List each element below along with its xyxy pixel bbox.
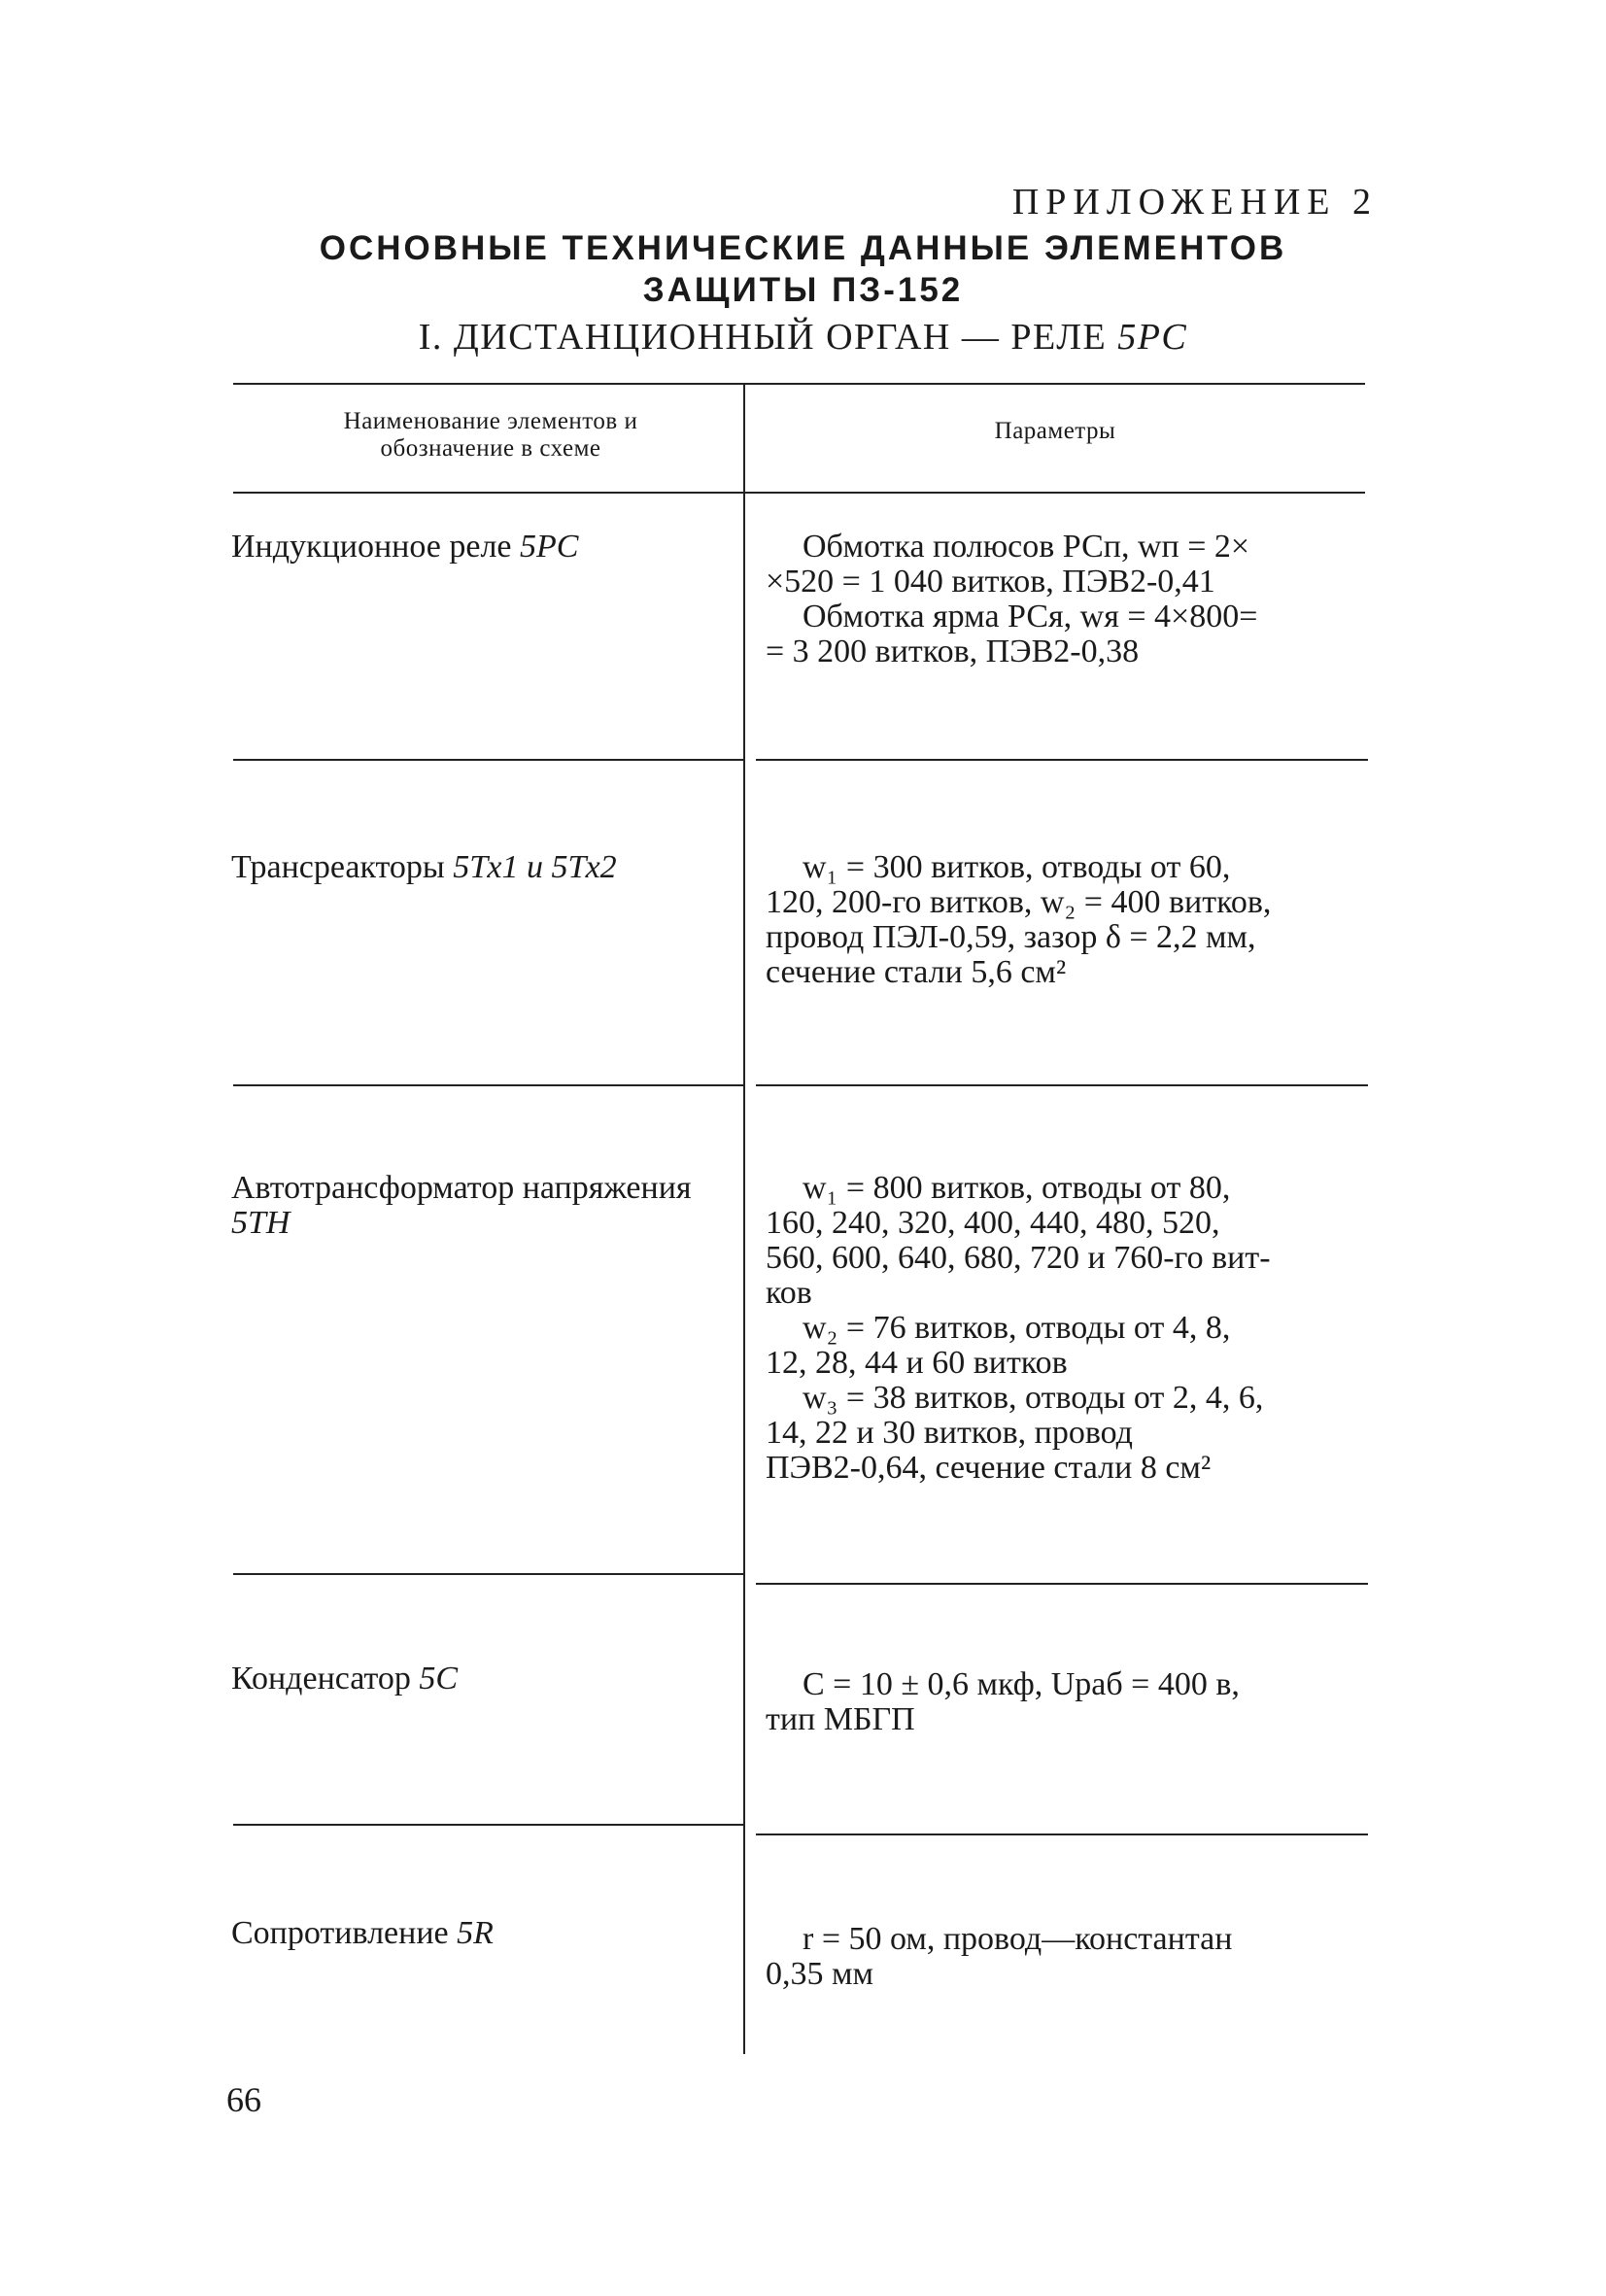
column-header-parameters: Параметры	[994, 418, 1116, 444]
document-title-line1: ОСНОВНЫЕ ТЕХНИЧЕСКИЕ ДАННЫЕ ЭЛЕМЕНТОВ	[319, 229, 1287, 267]
row-parameters	[766, 1667, 1370, 1737]
row-separator-left	[233, 759, 743, 761]
table-top-rule	[233, 383, 1365, 385]
param-line: r = 50 ом, провод—константан	[803, 1921, 1233, 1957]
row-parameters	[766, 530, 1370, 669]
row-name: Автотрансформатор напряжения 5ТН	[231, 1170, 692, 1241]
section-heading	[0, 316, 1606, 359]
row-name: Трансреакторы 5Тх1 и 5Тх2	[231, 849, 617, 885]
element-code: 5ТН	[231, 1205, 290, 1241]
param-line: С = 10 ± 0,6 мкф, Uраб = 400 в,	[803, 1666, 1240, 1702]
param-line: ×520 = 1 040 витков, ПЭВ2-0,41	[766, 564, 1215, 600]
param-line: w₃ = 38 витков, отводы от 2, 4, 6,	[803, 1380, 1264, 1416]
row-separator-left	[233, 1573, 743, 1575]
document-title-line2: ЗАЩИТЫ ПЗ-152	[642, 271, 964, 309]
param-line: = 3 200 витков, ПЭВ2-0,38	[766, 634, 1140, 669]
element-code: 5R	[457, 1915, 494, 1951]
row-parameters	[766, 1171, 1370, 1486]
header-bottom-rule-right	[745, 492, 1365, 494]
param-line: тип МБГП	[766, 1701, 915, 1737]
row-name: Конденсатор 5С	[231, 1661, 459, 1696]
row-parameters	[766, 1922, 1370, 1992]
row-separator-right	[756, 1833, 1368, 1835]
appendix-label: ПРИЛОЖЕНИЕ 2	[1011, 182, 1378, 223]
param-line: ков	[766, 1275, 812, 1311]
param-line: провод ПЭЛ-0,59, зазор δ = 2,2 мм,	[766, 919, 1256, 955]
section-heading-code: 5РС	[1117, 317, 1188, 358]
element-code: 5С	[419, 1661, 459, 1696]
param-line: 160, 240, 320, 400, 440, 480, 520,	[766, 1205, 1220, 1241]
param-line: 120, 200-го витков, w₂ = 400 витков,	[766, 884, 1272, 920]
header-bottom-rule-left	[233, 492, 743, 494]
row-name: Сопротивление 5R	[231, 1915, 494, 1951]
param-line: 560, 600, 640, 680, 720 и 760-го вит-	[766, 1240, 1271, 1276]
row-parameters	[766, 850, 1370, 990]
row-separator-right	[756, 1084, 1368, 1086]
param-line: ПЭВ2-0,64, сечение стали 8 см²	[766, 1450, 1212, 1486]
param-line: Обмотка полюсов РСп, wп = 2×	[803, 529, 1250, 565]
param-line: w₁ = 300 витков, отводы от 60,	[803, 849, 1231, 885]
row-name: Индукционное реле 5РС	[231, 529, 579, 565]
row-separator-right	[756, 759, 1368, 761]
element-code: 5Тх1 и 5Тх2	[453, 849, 617, 885]
param-line: w₂ = 76 витков, отводы от 4, 8,	[803, 1310, 1231, 1346]
param-line: сечение стали 5,6 см²	[766, 954, 1067, 990]
column-header-name: Наименование элементов и обозначение в схеме	[343, 408, 638, 462]
column-divider	[743, 385, 745, 2054]
param-line: 14, 22 и 30 витков, провод	[766, 1415, 1133, 1451]
param-line: 12, 28, 44 и 60 витков	[766, 1345, 1068, 1381]
section-heading-text: I. ДИСТАНЦИОННЫЙ ОРГАН — РЕЛЕ	[418, 317, 1118, 358]
row-separator-right	[756, 1583, 1368, 1585]
param-line: 0,35 мм	[766, 1956, 874, 1992]
param-line: Обмотка ярма РСя, wя = 4×800=	[803, 599, 1258, 634]
row-separator-left	[233, 1824, 743, 1826]
param-line: w₁ = 800 витков, отводы от 80,	[803, 1170, 1231, 1206]
page-number: 66	[226, 2080, 261, 2119]
element-code: 5РС	[520, 529, 579, 565]
row-separator-left	[233, 1084, 743, 1086]
